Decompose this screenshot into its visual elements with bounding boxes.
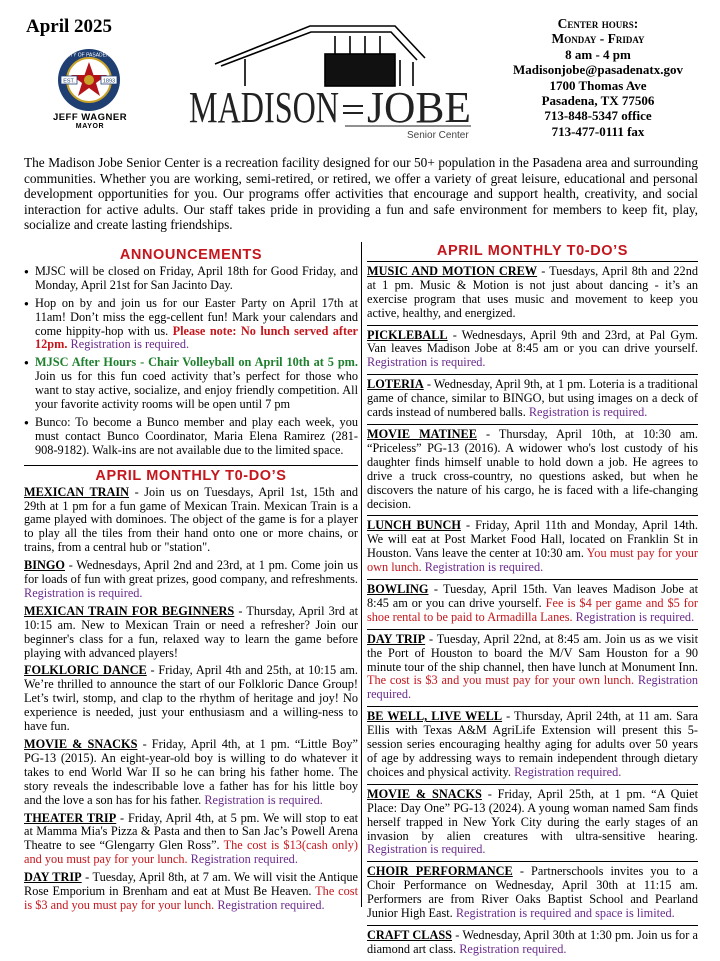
activity-description: - Wednesdays, April 2nd and 23rd, at 1 pm. Come join us for loads of fun with great prizes, good company, and refreshments. (24, 558, 358, 587)
announcement-text: Bunco: To become a Bunco member and play each week, you must contact Bunco Coordinator, Maria Elena Ramirez (281-908-9182). Walk-ins are not available due to the limited space. (35, 414, 358, 457)
announcement-text: MJSC will be closed on Friday, April 18th for Good Friday, and Monday, April 21st for San Jacinto Day. (35, 263, 358, 292)
activity-name: LUNCH BUNCH (367, 518, 461, 533)
item-divider (367, 515, 698, 516)
mayor-title: MAYOR (75, 123, 105, 130)
activity-name: MOVIE & SNACKS (367, 786, 482, 801)
logo-text-jobe: JOBE (367, 83, 471, 132)
activity-registration: Registration required. (459, 941, 567, 956)
item-divider (367, 861, 698, 862)
activity-name: THEATER TRIP (24, 810, 117, 825)
contact-street: 1700 Thomas Ave (549, 77, 647, 93)
activity-registration: Registration required. (514, 764, 622, 779)
activity-description: - Tuesday, April 8th, at 7 am. We will visit the Antique Rose Emporium in Brenham and eat at Must Be Heaven. (24, 870, 358, 899)
activity-item (367, 865, 698, 921)
activity-registration: Registration is required. (24, 585, 143, 600)
activity-item (367, 583, 698, 625)
activity-description: - Wednesdays, April 9th and 23rd, at Pal Gym. Van leaves Madison Jobe at 8:45 am or you can drive yourself. (367, 327, 698, 356)
activity-item (24, 812, 358, 868)
activity-description: - Partnerschools invites you to a Choir Performance on Wednesday, April 30th at 11:15 am. Performers are from River Oaks Baptist School and Pearland Junior High East. (367, 864, 698, 921)
activity-name: FOLKLORIC DANCE (24, 663, 147, 678)
activity-name: CHOIR PERFORMANCE (367, 864, 513, 879)
announcement-note: Please note: No lunch served after 12pm. (35, 323, 358, 352)
activity-item (24, 871, 358, 913)
mayor-block (20, 112, 160, 130)
logo-subtitle: Senior Center (407, 130, 469, 141)
madison-jobe-logo (185, 14, 475, 142)
item-divider (367, 325, 698, 326)
activity-cost-note: The cost is $13(cash only) and you must pay for your lunch. (24, 838, 358, 867)
activity-item (367, 710, 698, 780)
announcement-highlight: MJSC After Hours - Chair Volleyball on April 10th at 5 pm. (35, 355, 358, 370)
activity-item (367, 378, 698, 420)
item-divider (367, 706, 698, 707)
item-divider (367, 925, 698, 926)
activity-registration: Registration is required and space is limited. (455, 906, 675, 921)
mayor-name: JEFF WAGNER (52, 112, 128, 123)
activity-description: - Tuesday, April 15th. Van leaves Madison Jobe at 8:45 am or you can drive yourself. (367, 582, 698, 610)
item-divider (367, 629, 698, 630)
center-contact-block (492, 16, 704, 139)
activity-cost-note: The cost is $3 and you must pay for your lunch. (24, 884, 358, 912)
announcements-section (24, 249, 358, 466)
right-todo-list (367, 265, 698, 957)
announcement-item (24, 416, 358, 458)
contact-phone: 713-848-5347 office (544, 108, 652, 124)
activity-name: MOVIE MATINEE (367, 426, 477, 441)
announcement-text: Join us for this fun coed activity that’s perfect for those who want to stay active, socialize, and enjoy friendly competition. All your favorite activity rooms will be open until 7 pm (35, 369, 358, 412)
activity-item (367, 633, 698, 703)
activity-name: BOWLING (367, 582, 429, 597)
activity-name: LOTERIA (367, 377, 424, 392)
right-title-rule (367, 261, 698, 262)
activity-description: - Join us on Tuesdays, April 1st, 15th and 29th at 1 pm for a fun game of Mexican Train. Mexican Train is a game played with dominoes. The object of the game is for a player to play all the tiles from their hand onto one or more chains, or trains, from a central hub or "station". (24, 484, 358, 555)
hours-label: Center hours: (557, 16, 639, 31)
activity-item (24, 559, 358, 601)
announcement-text: Hop on by and join us for our Easter Party on April 17th at 11am! Don’t miss the egg-cellent fun! Mark your calendars and come hippity-hop with us. (35, 295, 358, 338)
logo-text-madison: MADISON (189, 83, 339, 132)
activity-registration: Registration required. (214, 897, 325, 912)
activity-description: - Friday, April 4th and 25th, at 10:15 am. We’re thrilled to announce the start of our Folkloric Dance Group! Let’s twirl, stomp, and clap to the rhythm of heritage and joy! No experience is needed, just your enthusiasm and a willing-ness to have fun. (24, 663, 358, 734)
activity-registration: Registration required. (367, 673, 698, 702)
activity-description: - Friday, April 25th, at 1 pm. “A Quiet Place: Day One” PG-13 (2024). A young woman named Sam finds herself trapped in New York City during the early stages of an invasion by alien creatures with ultra-sensitive hearing. (367, 786, 698, 843)
announcement-item (24, 297, 358, 353)
city-seal-logo (57, 48, 121, 112)
activity-item (367, 788, 698, 858)
activity-item (24, 664, 358, 734)
activity-registration: Registration is required. (204, 792, 323, 807)
activity-description: - Thursday, April 10th, at 10:30 am. “Priceless” PG-13 (2016). A widower who's lost custody of his daughter finds himself unable to hold down a job. He agrees to drive a truck cross-country, no questions asked, but when he discovers the nature of his cargo, he is faced with a life-changing decision. (367, 426, 698, 511)
contact-fax: 713-477-0111 fax (551, 123, 645, 139)
item-divider (367, 424, 698, 425)
activity-description: - Tuesday, April 22nd, at 8:45 am. Join us as we visit the Port of Houston to board the M/V Sam Houston for a 90 minute tour of the ship channel, then have lunch at Monument Inn. (367, 631, 698, 674)
hours-time: 8 am - 4 pm (565, 46, 631, 62)
right-todo-title: APRIL MONTHLY T0-DO’S (436, 243, 629, 259)
activity-item (367, 428, 698, 511)
activity-name: BE WELL, LIVE WELL (367, 709, 503, 724)
activity-description: - Thursday, April 24th, at 11 am. Sara Ellis with Texas A&M AgriLife Extension will present this 5-session series encouraging healthy aging for adults over 50 years of age by addressing ways to remain independent through dietary choices and physical activity. (367, 709, 698, 779)
activity-description: - Wednesday, April 30th at 1:30 pm. Join us for a diamond art class. (367, 927, 698, 956)
activity-item (367, 329, 698, 371)
announcements-list (24, 265, 358, 458)
activity-name: BINGO (24, 558, 65, 573)
activity-description: - Tuesdays, April 8th and 22nd at 1 pm. Music & Motion is not just about dancing - it’s an exercise program that uses music and movement to keep you active, healthy, and energized. (367, 263, 698, 320)
activity-registration: Registration is required. (367, 842, 486, 857)
newsletter-header (0, 0, 720, 150)
seal-city-text: CITY OF PASADENA (65, 52, 113, 59)
activity-description: - Friday, April 4th, at 1 pm. “Little Boy” PG-13 (2015). An eight-year-old boy is willing to do whatever it takes to end World War II so he can bring his father home. The story reveals the indescribable love a father has for his little boy and the love a son has for his father. (24, 737, 358, 807)
activity-item (24, 486, 358, 556)
seal-est: EST. (63, 78, 75, 85)
contact-email[interactable]: Madisonjobe@pasadenatx.gov (513, 62, 683, 78)
activity-name: MEXICAN TRAIN FOR BEGINNERS (24, 603, 235, 618)
activity-registration: Registration is required. (421, 560, 544, 575)
activity-name: CRAFT CLASS (367, 927, 453, 942)
activity-item (24, 738, 358, 808)
hours-days: Monday - Friday (551, 31, 645, 47)
activity-item (367, 265, 698, 321)
activity-description: - Friday, April 4th, at 5 pm. We will stop to eat at Mamma Mia's Pizza & Pasta and then to San Jac’s Powell Arena Theatre to see “Glengarry Glen Ross”. (24, 810, 358, 853)
announcement-registration: Registration is required. (67, 337, 190, 352)
announcement-item (24, 356, 358, 412)
left-todo-title: APRIL MONTHLY T0-DO’S (95, 467, 287, 484)
issue-date: April 2025 (26, 16, 113, 37)
activity-description: - Friday, April 11th and Monday, April 14th. We will eat at Post Market Food Hall, located on Franklin St in Houston. Vans leave the center at 10:30 am. (367, 518, 699, 561)
activity-cost-note: The cost is $3 and you must pay for your own lunch. (367, 673, 635, 688)
activity-name: PICKLEBALL (367, 327, 448, 342)
item-divider (367, 784, 698, 785)
announcement-item (24, 265, 358, 293)
contact-city: Pasadena, TX 77506 (541, 93, 655, 109)
announcements-title: ANNOUNCEMENTS (119, 247, 263, 263)
activity-name: DAY TRIP (24, 870, 82, 885)
activity-name: MEXICAN TRAIN (24, 484, 130, 499)
activity-item (24, 605, 358, 661)
intro-paragraph: The Madison Jobe Senior Center is a recreation facility designed for our 50+ population in the Pasadena area and surrounding communities. Whether you are working, semi-retired, or retired, we offer a variety of great leisure, educational and personal development opportunities for you. Our programs offer activities that encourage and support health, creativity, and social interaction for active adults. Our staff takes pride in providing a fun and safe environment for members to keep fit, play, socialize and create lasting friendships. (24, 155, 698, 233)
activity-cost-note: Fee is $4 per game and $5 for shoe rental to be paid to Armadilla Lanes. (367, 595, 699, 624)
activity-item (367, 519, 698, 575)
activity-name: MOVIE & SNACKS (24, 737, 138, 751)
item-divider (367, 374, 698, 375)
right-column (367, 245, 698, 961)
activity-cost-note: You must pay for your own lunch. (367, 546, 698, 575)
activity-name: DAY TRIP (367, 631, 426, 646)
activity-registration: Registration is required. (572, 609, 695, 624)
left-column (24, 245, 358, 917)
activity-name: MUSIC AND MOTION CREW (367, 263, 538, 278)
seal-year: 1893 (102, 78, 116, 85)
activity-item (367, 929, 698, 957)
activity-description: - Thursday, April 3rd at 10:15 am. New to Mexican Train or need a refresher? Join our beginner's class for a fun, relaxed way to learn the game before playing with advanced players! (24, 603, 359, 660)
activity-registration: Registration is required. (367, 355, 486, 370)
activity-description: - Wednesday, April 9th, at 1 pm. Loteria is a traditional game of chance, similar to BINGO, but using images on a deck of cards instead of numbered balls. (367, 377, 698, 420)
column-divider (361, 242, 362, 907)
item-divider (367, 579, 698, 580)
left-todo-list (24, 486, 358, 913)
activity-registration: Registration required. (187, 852, 298, 867)
activity-registration: Registration is required. (528, 405, 648, 420)
